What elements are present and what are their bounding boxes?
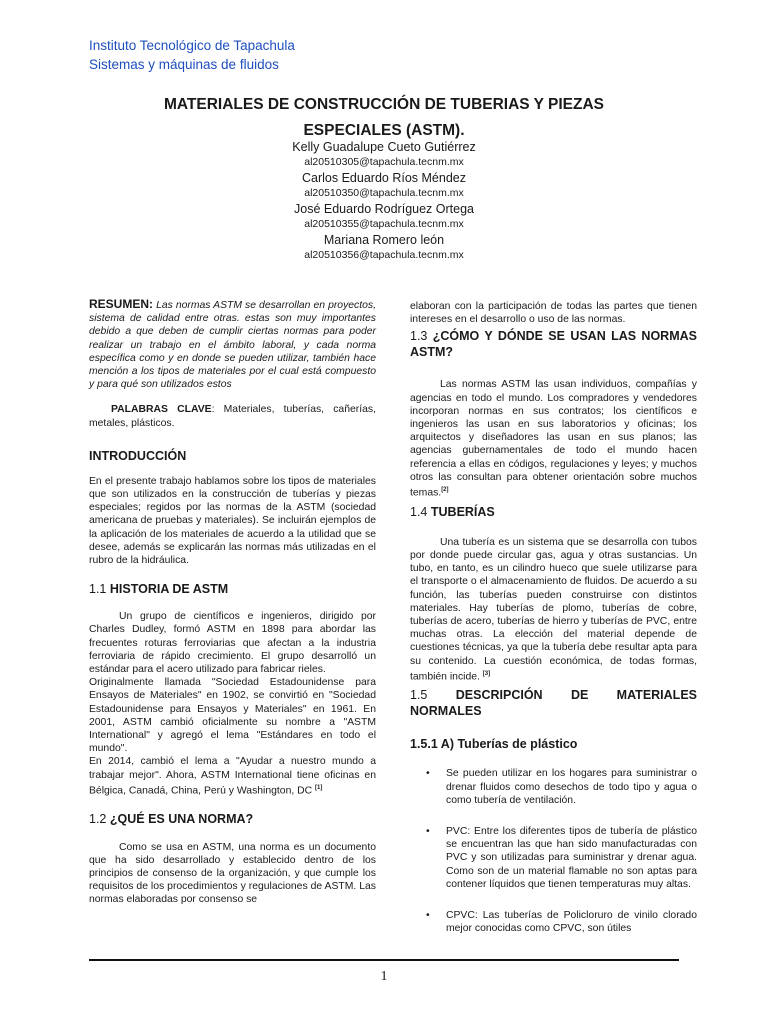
section-1-4-heading [410, 504, 697, 520]
author-email: al20510305@tapachula.tecnm.mx [304, 156, 464, 168]
footer-rule [89, 959, 679, 961]
section-number: 1.5 [410, 688, 428, 703]
author-name: José Eduardo Rodríguez Ortega [294, 202, 474, 216]
plastic-pipe-list [410, 767, 697, 935]
paragraph-text: En 2014, cambió el lema a "Ayudar a nuestro mundo a trabajar mejor". Ahora, ASTM International tiene oficinas en Bélgica, Canadá, China, Perú y Washington, DC [89, 756, 376, 797]
author-email: al20510356@tapachula.tecnm.mx [304, 249, 464, 261]
left-column [89, 298, 376, 907]
author-list [90, 139, 678, 263]
section-1-3-paragraph [410, 378, 697, 499]
author-name: Carlos Eduardo Ríos Méndez [302, 171, 466, 185]
author-name: Kelly Guadalupe Cueto Gutiérrez [292, 140, 476, 154]
reference-marker: [1] [315, 784, 323, 791]
list-item: • CPVC: Las tuberías de Policloruro de vinilo clorado mejor conocidas como CPVC, son útiles [428, 909, 697, 935]
paper-title [90, 92, 678, 144]
reference-marker: [3] [482, 670, 491, 677]
paragraph-text: Una tubería es un sistema que se desarrolla con tubos por donde puede circular gas, agua y otras sustancias. Un tubo, en tanto, es un cilindro hueco que suele utilizarse para el transporte o el almacenamiento de fluidos. De acuerdo a su función, las tuberías pueden construirse con distintos materiales. Hay tuberías de plomo, tuberías de cobre, tuberías de acero, tuberías de hierro y tuberías de PVC, entre muchas otras. La elección del material depende de cuestiones técnicas, ya que la tubería debe resultar apta para su contenido. La cuestión económica, de todas formas, también incide. [410, 536, 697, 683]
author-email: al20510355@tapachula.tecnm.mx [304, 218, 464, 230]
section-1-1-paragraph: Originalmente llamada "Sociedad Estadounidense para Ensayos de Materiales" en 1902, se convirtió en "Sociedad Estadounidense para Ensayos y Materiales" en 1961. En 2001, ASTM cambió oficialmente su nombre a "ASTM International" y agregó el lema "Estándares en todo el mundo". [89, 677, 376, 755]
section-1-4-paragraph [410, 536, 697, 684]
section-1-3-heading [410, 328, 697, 360]
abstract-text: Las normas ASTM se desarrollan en proyectos, sistema de calidad entre otras. estas son muy importantes debido a que deben de cumplir ciertas normas para poder realizar un trabajo en el ámbito laboral, y cada norma específica como y en donde se pueden utilizar, también hace mención a los tipos de materiales por el cual está compuesto y para qué son utilizados estos [89, 300, 377, 391]
title-line-2: ESPECIALES (ASTM). [303, 122, 465, 139]
section-number: 1.4 [410, 504, 428, 519]
section-1-1-heading [89, 581, 376, 597]
page-number: 1 [380, 969, 388, 984]
paragraph-text: Las normas ASTM las usan individuos, compañías y agencias en todo el mundo. Los compradores y vendedores incorporan normas en sus contratos; los científicos e ingenieros las usan en sus laboratorios y oficinas; los arquitectos y diseñadores las usan en sus planos; las agencias gubernamentales de todo el mundo hacen referencia a ellas en códigos, regulaciones y leyes; y muchos otros las consultan para obtener orientación sobre muchos temas. [410, 379, 697, 499]
abstract-label: RESUMEN: [89, 297, 154, 311]
keywords-label: PALABRAS CLAVE [111, 404, 212, 416]
section-1-2-heading [89, 811, 376, 827]
author-name: Mariana Romero león [323, 233, 445, 247]
section-1-1-paragraph: Un grupo de científicos e ingenieros, dirigido por Charles Dudley, formó ASTM en 1898 para abordar las frecuentes roturas ferroviarias que afectan a la industria ferroviaria de rápido crecimiento. El grupo desarrolló un estándar para el acero utilizado para fabricar rieles. [89, 611, 376, 676]
title-line-1: MATERIALES DE CONSTRUCCIÓN DE TUBERIAS Y PIEZAS [163, 96, 605, 113]
course-name: Sistemas y máquinas de fluidos [89, 57, 279, 72]
document-header [89, 36, 295, 74]
section-title: DESCRIPCIÓN DE MATERIALES NORMALES [410, 688, 697, 719]
section-title: ¿CÓMO Y DÓNDE SE USAN LAS NORMAS ASTM? [410, 329, 697, 360]
section-1-5-heading [410, 687, 697, 719]
intro-paragraph: En el presente trabajo hablamos sobre los tipos de materiales que son utilizados en la construcción de tuberías y piezas especiales; regidos por las normas de la ASTM (sociedad americana de pruebas y materiales). Se incluirán ejemplos de la aplicación de los materiales de acuerdo a la utilidad que se desee, además se explicarán las normas más utilizadas en el rubro de la hidráulica. [89, 475, 376, 567]
abstract [89, 298, 376, 391]
institution-name: Instituto Tecnológico de Tapachula [89, 38, 295, 53]
section-1-2-paragraph-continued: elaboran con la participación de todas las partes que tienen intereses en el desarrollo o uso de las normas. [410, 301, 697, 326]
author-email: al20510350@tapachula.tecnm.mx [304, 187, 464, 199]
keywords-text: : Materiales, tuberías, cañerías, metales, plásticos. [89, 404, 376, 429]
section-number: 1.2 [89, 811, 107, 826]
section-title: ¿QUÉ ES UNA NORMA? [109, 811, 254, 826]
section-1-2-paragraph: Como se usa en ASTM, una norma es un documento que ha sido desarrollado y establecido dentro de los principios de consenso de la organización, y que cumple los requisitos de los procedimientos y regulaciones de ASTM. Las normas elaboradas por consenso se [89, 841, 376, 906]
right-column [410, 300, 697, 935]
section-1-5-1-heading: 1.5.1 A) Tuberías de plástico [410, 737, 578, 752]
section-title: HISTORIA DE ASTM [109, 582, 229, 597]
intro-heading: INTRODUCCIÓN [89, 448, 187, 463]
keywords [89, 403, 376, 429]
section-1-1-paragraph [89, 755, 376, 797]
list-item: • Se pueden utilizar en los hogares para suministrar o drenar fluidos como desechos de todo tipo y agua o como tubería de ventilación. [428, 767, 697, 807]
section-number: 1.1 [89, 582, 107, 597]
section-number: 1.3 [410, 329, 428, 344]
list-item: • PVC: Entre los diferentes tipos de tubería de plástico se encuentran las que han sido manufacturadas con PVC y son utilizadas para suministrar y drenar agua. Como son de un material flamable no son aptas para contener líquidos que tienen temperaturas muy altas. [428, 825, 697, 891]
reference-marker: [2] [441, 487, 449, 494]
section-title: TUBERÍAS [430, 504, 495, 519]
